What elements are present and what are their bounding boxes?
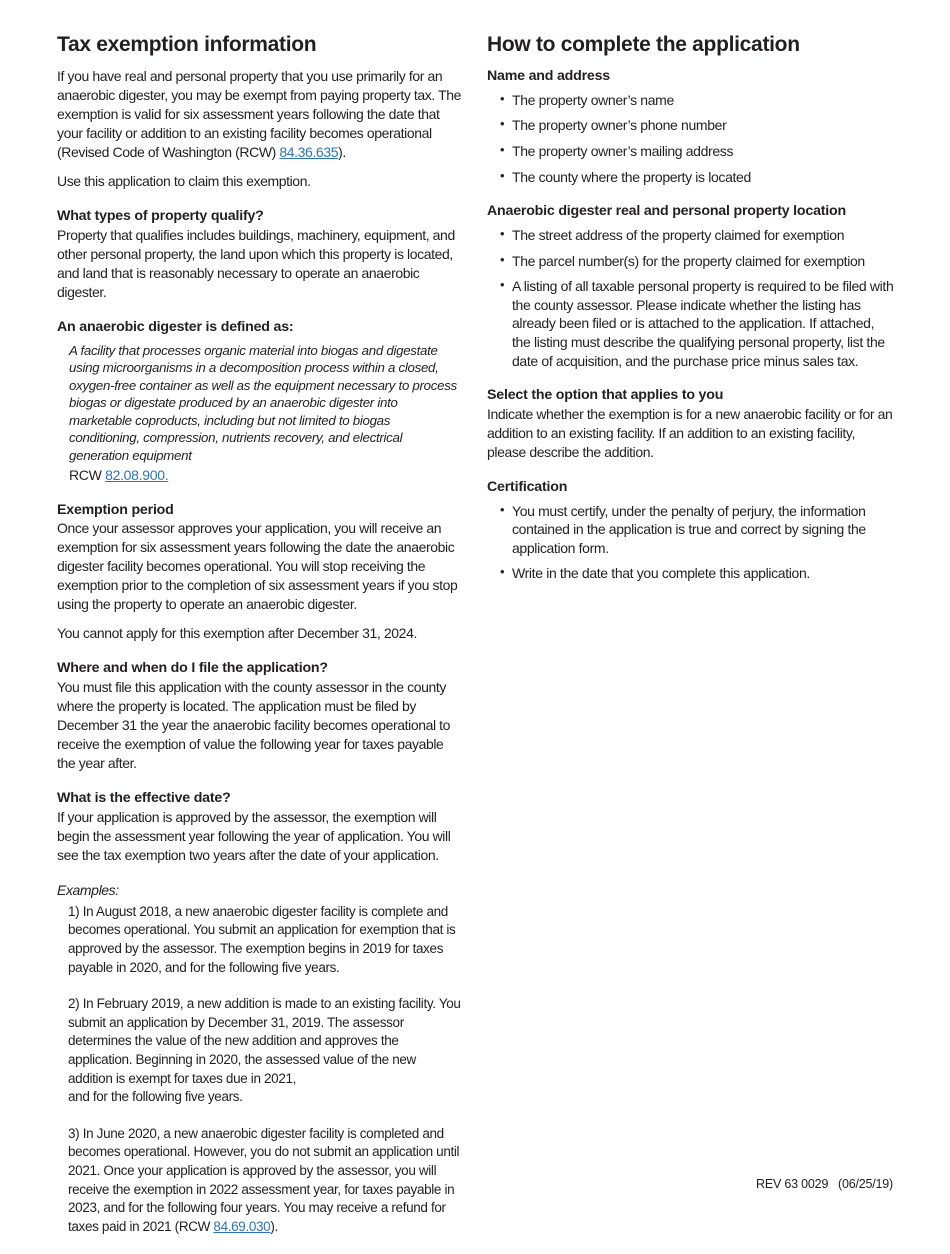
where-when-body: You must file this application with the county assessor in the county where the property is located. The application must be filed by December 31 the year the anaerobic facility becomes operational to receive the exemption of value the following year for taxes payable the year after. xyxy=(57,679,451,772)
where-when-heading: Where and when do I file the application? xyxy=(57,660,328,677)
left-column-title: Tax exemption information xyxy=(57,33,317,56)
list-item: • You must certify, under the penalty of perjury, the information contained in the application is true and correct by signing the application form. xyxy=(487,502,895,558)
select-option-body: Indicate whether the exemption is for a new anaerobic facility or for an addition to an existing facility. If an addition to an existing facility, please describe the addition. xyxy=(487,405,893,460)
list-item: • The property owner’s mailing address xyxy=(487,142,895,161)
property-location-heading: Anaerobic digester real and personal property location xyxy=(487,203,846,220)
list-item: • A listing of all taxable personal property is required to be filed with the county assessor. Please indicate whether the listing has already been filed or is attached to the application. If attached, the listing must describe the qualifying personal property, list the date of acquisition, and the purchase price minus sales tax. xyxy=(487,277,895,370)
example-2-text-cont: and for the following five years. xyxy=(68,1089,243,1105)
property-location-list xyxy=(487,226,895,370)
name-address-heading: Name and address xyxy=(487,68,610,85)
example-3-text: 3) In June 2020, a new anaerobic digester facility is completed and becomes operational. However, you do not submit an application until 2021. Once your application is approved by the assessor, you will receive the exemption in 2022 assessment year, for taxes payable in 2023, and for the following four years. You may receive a refund for taxes paid in 2021 (RCW xyxy=(68,1125,460,1234)
list-item: • The property owner’s name xyxy=(487,91,895,110)
rcw-82-08-900-link[interactable]: 82.08.900. xyxy=(105,467,169,484)
document-page xyxy=(57,33,895,1254)
intro-text: If you have real and personal property that you use primarily for an anaerobic digester, you may be exempt from paying property tax. The exemption is valid for six assessment years following the date that your facility or addition to an existing facility becomes operational (Revised Code of Washington (RCW) xyxy=(57,68,462,161)
right-column-title: How to complete the application xyxy=(487,33,800,56)
example-2-text: 2) In February 2019, a new addition is made to an existing facility. You submit an application by December 31, 2019. The assessor determines the value of the new addition and approves the application. Beginning in 2020, the assessed value of the new addition is exempt for taxes due in 2021, xyxy=(68,996,461,1086)
qualify-body: Property that qualifies includes buildings, machinery, equipment, and other personal property, the land upon which this property is located, and land that is reasonably necessary to operate an anaerobic digester. xyxy=(57,226,455,300)
rcw-label: RCW xyxy=(69,467,106,484)
list-item: • The parcel number(s) for the property claimed for exemption xyxy=(487,252,895,271)
list-item: • The property owner’s phone number xyxy=(487,116,895,135)
example-2 xyxy=(57,995,463,1107)
digester-definition-quote xyxy=(57,342,463,485)
example-3-text-end: ). xyxy=(270,1218,278,1234)
definition-rcw-line xyxy=(69,467,463,485)
rcw-84-36-635-link[interactable]: 84.36.635 xyxy=(279,144,339,161)
definition-quote-text: A facility that processes organic material into biogas and digestate using microorganisms in a decomposition process within a closed, oxygen-free container as well as the equipment necessary to process biogas or digestate produced by an anaerobic digester into marketable coproducts, including but not limited to biogas conditioning, compression, nutrients recovery, and electrical generation equipment xyxy=(69,342,457,463)
intro-paragraph xyxy=(57,67,463,162)
tax-exemption-info-column xyxy=(57,33,463,1254)
digester-definition-heading: An anaerobic digester is defined as: xyxy=(57,318,294,335)
list-item: • The county where the property is located xyxy=(487,168,895,187)
form-revision-footer: REV 63 0029 (06/25/19) xyxy=(756,1177,893,1191)
effective-date-body: If your application is approved by the assessor, the exemption will begin the assessment year following the year of application. You will see the tax exemption two years after the date of your application. xyxy=(57,808,451,863)
example-1: 1) In August 2018, a new anaerobic digester facility is complete and becomes operational. You submit an application for exemption that is approved by the assessor. The exemption begins in 2019 for taxes payable in 2020, and for the following five years. xyxy=(68,903,456,975)
list-item: • Write in the date that you complete this application. xyxy=(487,564,895,583)
rcw-84-69-030-link[interactable]: 84.69.030 xyxy=(213,1218,271,1234)
select-option-heading: Select the option that applies to you xyxy=(487,387,724,404)
certification-list xyxy=(487,502,895,583)
effective-date-heading: What is the effective date? xyxy=(57,790,231,807)
examples-label: Examples: xyxy=(57,881,119,898)
exemption-period-heading: Exemption period xyxy=(57,501,174,518)
use-application-paragraph: Use this application to claim this exemption. xyxy=(57,173,311,190)
example-3 xyxy=(57,1125,463,1237)
list-item: • The street address of the property claimed for exemption xyxy=(487,226,895,245)
qualify-heading: What types of property qualify? xyxy=(57,208,264,225)
name-address-list xyxy=(487,91,895,186)
how-to-complete-column xyxy=(487,33,895,1254)
exemption-period-body: Once your assessor approves your application, you will receive an exemption for six assessment years following the date the anaerobic digester facility becomes operational. You will stop receiving the exemption prior to the completion of six assessment years if you stop using the property to operate an anaerobic digester. xyxy=(57,520,458,613)
intro-text-end: ). xyxy=(338,144,346,161)
certification-heading: Certification xyxy=(487,478,568,495)
deadline-note: You cannot apply for this exemption after December 31, 2024. xyxy=(57,625,417,642)
